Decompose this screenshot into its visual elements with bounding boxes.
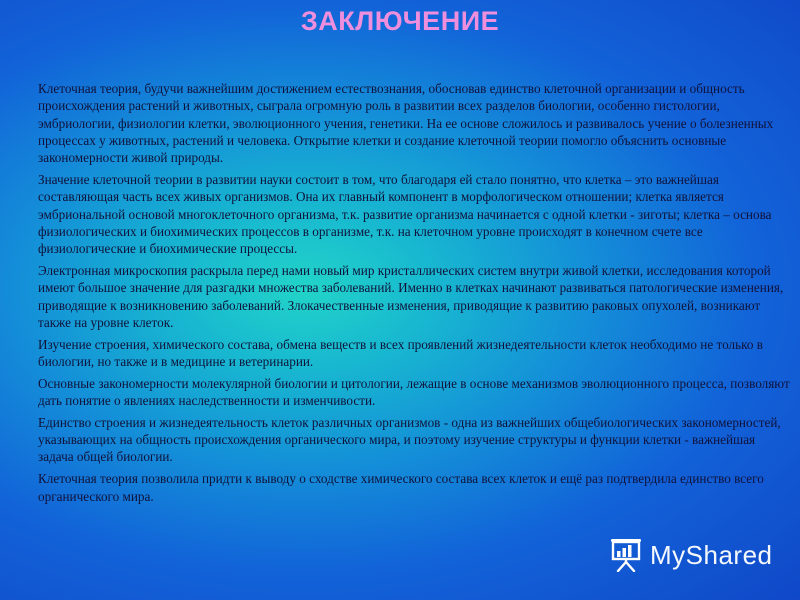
- paragraph: Клеточная теория, будучи важнейшим достижением естествознания, обосновав единство клеточной организации и общность происхождения растений и животных, сыграла огромную роль в развитии всех разделов биологии, особенно гистологии, эмбриологии, физиологии клетки, эволюционного учения, генетики. На ее основе сложилось и развивалось учение о болезненных процессах у животных, растений и человека. Открытие клетки и создание клеточной теории помогло объяснить основные закономерности живой природы.: [38, 81, 774, 166]
- paragraph: Основные закономерности молекулярной биологии и цитологии, лежащие в основе механизмов эволюционного процесса, позволяют дать понятие о явлениях наследственности и изменчивости.: [38, 375, 790, 409]
- slide-body: [38, 80, 790, 509]
- myshared-watermark: [608, 538, 773, 572]
- slide-title: ЗАКЛЮЧЕНИЕ: [300, 6, 500, 36]
- paragraph: Клеточная теория позволила придти к выводу о сходстве химического состава всех клеток и ещё раз подтвердила единство всего органического мира.: [38, 471, 764, 504]
- paragraph: Единство строения и жизнедеятельность клеток различных организмов - одна из важнейших общебиологических закономерностей, указывающих на общность происхождения органического мира, и поэтому изучение структуры и функции клетки - важнейшая задача общей биологии.: [38, 414, 781, 465]
- paragraph: Значение клеточной теории в развитии науки состоит в том, что благодаря ей стало понятно, что клетка – это важнейшая составляющая часть всех живых организмов. Она их главный компонент в морфологическом отношении; клетка является эмбриональной основой многоклеточного организма, т.к. развитие организма начинается с одной клетки - зиготы; клетка – основа физиологических и биохимических процессов в организме, т.к. на клеточном уровне происходят в конечном счете все физиологические и биохимические процессы.: [38, 171, 772, 257]
- paragraph: Электронная микроскопия раскрыла перед нами новый мир кристаллических систем внутри живой клетки, исследования которой имеют большое значение для разгадки множества заболеваний. Именно в клетках начинают развиваться патологические изменения, приводящие к возникновению заболеваний. Злокачественные изменения, приводящие к развитию раковых опухолей, возникают также на уровне клеток.: [38, 262, 784, 330]
- myshared-logo-text: MyShared: [650, 539, 773, 570]
- presentation-board-icon: [608, 538, 644, 572]
- paragraph: Изучение строения, химического состава, обмена веществ и всех проявлений жизнедеятельности клеток необходимо не только в биологии, но также и в медицине и ветеринарии.: [38, 336, 763, 369]
